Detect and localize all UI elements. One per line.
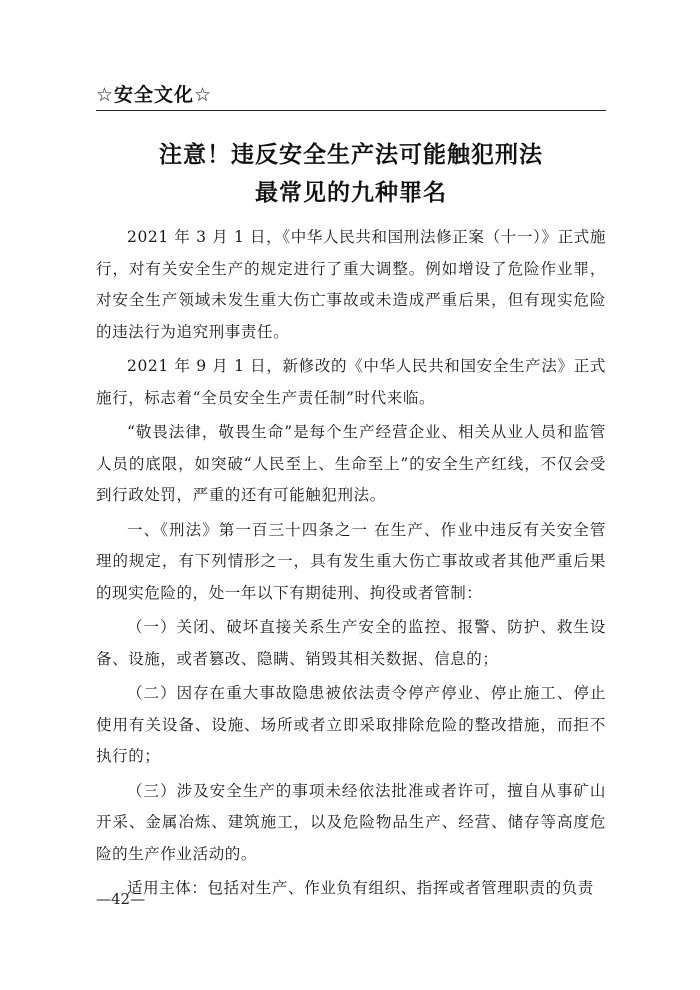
paragraph: 2021 年 3 月 1 日，《中华人民共和国刑法修正案（十一）》正式施行，对有关安全生产的规定进行了重大调整。例如增设了危险作业罪，对安全生产领域未发生重大伤亡事故或未造成严重后果，但有现实危险的违法行为追究刑事责任。 (96, 228, 606, 341)
paragraph: （一）关闭、破坏直接关系生产安全的监控、报警、防护、救生设备、设施，或者篡改、隐瞒、销毁其相关数据、信息的； (96, 618, 606, 668)
paragraph: 2021 年 9 月 1 日，新修改的《中华人民共和国安全生产法》正式施行，标志着“全员安全生产责任制”时代来临。 (96, 357, 606, 407)
paragraph: 适用主体：包括对生产、作业负有组织、指挥或者管理职责的负责 (127, 879, 594, 897)
paragraph: （三）涉及安全生产的事项未经依法批准或者许可，擅自从事矿山开采、金属冶炼、建筑施工，以及危险物品生产、经营、储存等高度危险的生产作业活动的。 (96, 781, 606, 863)
article-title-line-2: 最常见的九种罪名 (255, 179, 447, 206)
paragraph: （二）因存在重大事故隐患被依法责令停产停业、停止施工、停止使用有关设备、设施、场所或者立即采取排除危险的整改措施，而拒不执行的； (96, 684, 606, 765)
paragraph: 一、《刑法》第一百三十四条之一 在生产、作业中违反有关安全管理的规定，有下列情形之一，具有发生重大伤亡事故或者其他严重后果的现实危险的，处一年以下有期徒刑、拘役或者管制： (96, 520, 606, 602)
section-header: ☆安全文化☆ (96, 84, 213, 106)
paragraph: “敬畏法律，敬畏生命”是每个生产经营企业、相关从业人员和监管人员的底限，如突破“人民至上、生命至上”的安全生产红线，不仅会受到行政处罚，严重的还有可能触犯刑法。 (96, 423, 606, 504)
article-title-line-1: 注意！违反安全生产法可能触犯刑法 (159, 141, 543, 168)
page-number: —42— (96, 890, 146, 908)
article-body (96, 222, 606, 908)
header-divider (96, 110, 606, 111)
